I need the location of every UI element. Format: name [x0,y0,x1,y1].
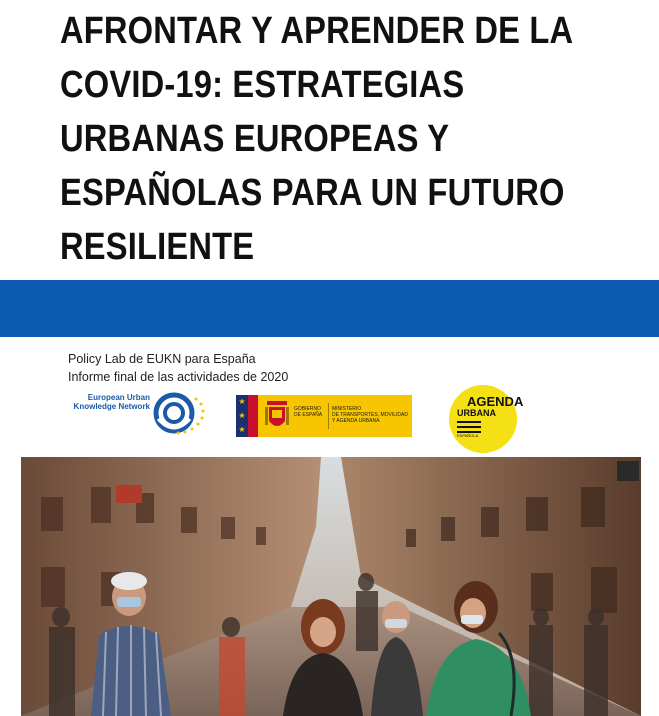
subtitle-line-2: Informe final de las actividades de 2020 [68,370,289,384]
title-line-2: COVID-19: ESTRATEGIAS [60,64,465,106]
street-photo-image [21,457,641,716]
ministry-line-1: MINISTERIO [332,406,362,412]
gob-line-1: GOBIERNO [294,406,321,412]
eukn-emblem-icon [152,391,210,436]
title-line-5: RESILIENTE [60,226,255,268]
gobierno-logo [236,395,412,437]
title-line-3: URBANAS EUROPEAS Y [60,118,450,160]
agenda-urbana-logo [449,385,524,453]
ministry-line-2: DE TRANSPORTES, MOVILIDAD [332,412,408,418]
divider [328,403,329,429]
coat-of-arms-icon [264,399,290,433]
subtitle-line-1: Policy Lab de EUKN para España [68,352,256,366]
eukn-line-2: Knowledge Network [73,402,150,411]
document-title [60,4,574,274]
gob-line-2: DE ESPAÑA [294,412,323,418]
ministry-line-3: Y AGENDA URBANA [332,418,380,424]
agenda-line-1: AGENDA [467,394,524,409]
title-line-4: ESPAÑOLAS PARA UN FUTURO [60,172,565,214]
eu-flag-icon: ★ ★ ★ [236,395,248,437]
blue-band [0,280,659,337]
subtitle [68,350,288,386]
eukn-line-1: European Urban [87,393,150,402]
title-line-1: AFRONTAR Y APRENDER DE LA [60,10,574,52]
eukn-logo-text [68,393,150,411]
agenda-line-2: URBANA [457,408,496,418]
cover-photo [21,457,641,716]
eukn-logo [68,391,213,436]
agenda-line-3: ESPAÑOLA [457,433,479,438]
